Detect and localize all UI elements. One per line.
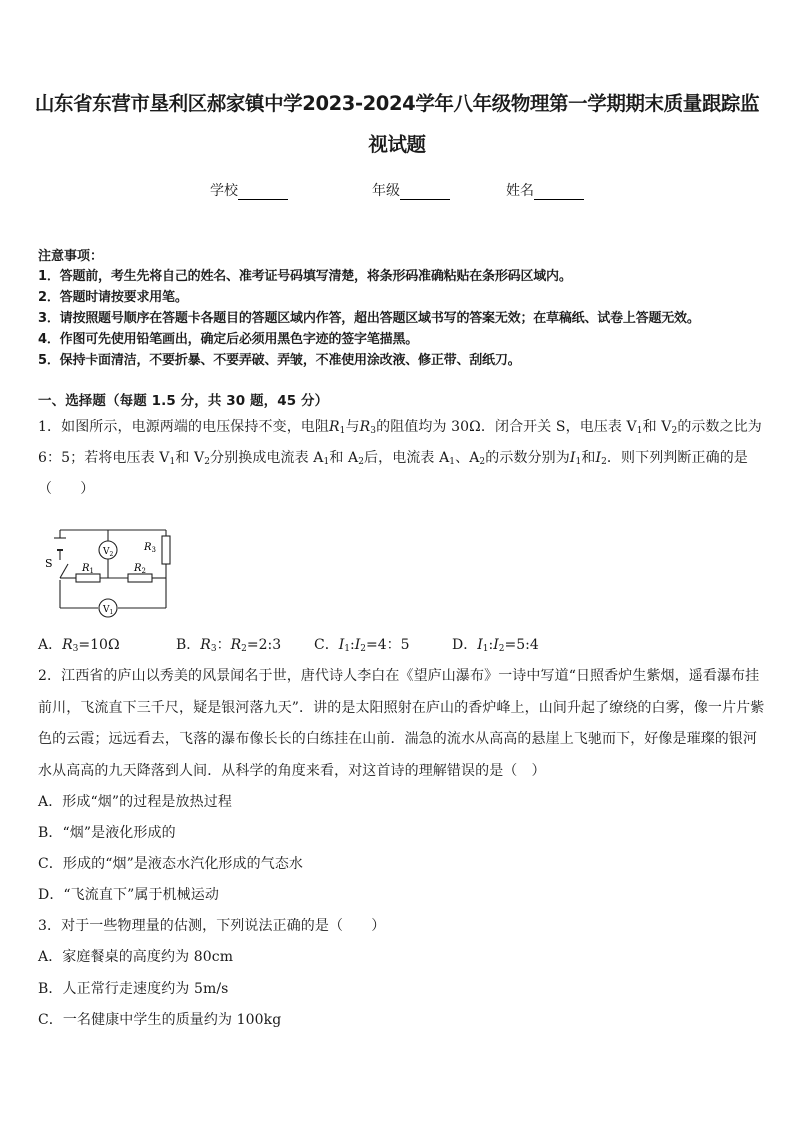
q1-answer-paren: （ ） — [38, 481, 95, 497]
circuit-diagram — [38, 520, 178, 620]
q2-option-b[interactable]: B．“烟”是液化形成的 — [38, 825, 176, 841]
q2-option-c[interactable]: C．形成的“烟”是液态水汽化形成的气态水 — [38, 856, 304, 872]
exam-title-line-1: 山东省东营市垦利区郝家镇中学2023-2024学年八年级物理第一学期期末质量跟踪监 — [34, 92, 760, 115]
v1-label: $V_1$ — [103, 605, 114, 616]
q1-option-d[interactable]: D．$I_1:I_2=5:4$ — [452, 637, 539, 654]
q3-option-a[interactable]: A．家庭餐桌的高度约为 80cm — [38, 949, 234, 965]
q3-option-c[interactable]: C．一名健康中学生的质量约为 100kg — [38, 1012, 282, 1028]
r3-label: $R_3$ — [144, 542, 156, 554]
section-header: 一、选择题（每题 1.5 分，共 30 题，45 分） — [38, 393, 329, 409]
note-item: 4．作图可先使用铅笔画出，确定后必须用黑色字迹的签字笔描黑。 — [38, 332, 419, 347]
q2-option-a[interactable]: A．形成“烟”的过程是放热过程 — [38, 794, 232, 810]
q1-option-c[interactable]: C．$I_1:I_2=4$：5 — [314, 637, 410, 654]
name-field[interactable]: 姓名 — [506, 180, 584, 200]
q2-stem-line: 2．江西省的庐山以秀美的风景闻名于世，唐代诗人李白在《望庐山瀑布》一诗中写道“日照香炉生紫烟，遥看瀑布挂 — [38, 668, 760, 684]
switch-label: S — [45, 557, 53, 570]
resistor-r1 — [76, 574, 100, 582]
r1-label: $R_1$ — [82, 563, 94, 575]
q3-option-b[interactable]: B．人正常行走速度约为 5m/s — [38, 981, 229, 997]
r2-label: $R_2$ — [134, 563, 146, 575]
notes-heading: 注意事项： — [38, 249, 104, 264]
q1-stem-line-1: 1．如图所示，电源两端的电压保持不变，电阻$R_1$与$R_3$的阻值均为 30Ω．闭合开关 S，电压表 $V_1$和 $V_2$的示数之比为 — [38, 419, 762, 436]
switch-blade — [60, 564, 68, 578]
q2-option-d[interactable]: D．“飞流直下”属于机械运动 — [38, 887, 219, 903]
q1-stem-line-2: 6：5；若将电压表 $V_1$和 $V_2$分别换成电流表 $A_1$和 $A_2$后，电流表 $A_1$、$A_2$的示数分别为$I_1$和$I_2$．则下列判断正确的是 — [38, 450, 748, 467]
note-item: 2．答题时请按要求用笔。 — [38, 290, 188, 305]
exam-title-line-2: 视试题 — [368, 133, 426, 156]
q1-option-b[interactable]: B．$R_3$：$R_2=2:3$ — [176, 637, 282, 654]
school-field[interactable]: 学校 — [210, 180, 288, 200]
q2-stem-line: 水从高高的九天降落到人间．从科学的角度来看，对这首诗的理解错误的是（ ） — [38, 763, 546, 779]
grade-field[interactable]: 年级 — [372, 180, 450, 200]
note-item: 1．答题前，考生先将自己的姓名、准考证号码填写清楚，将条形码准确粘贴在条形码区域内。 — [38, 269, 572, 284]
resistor-r2 — [128, 574, 152, 582]
resistor-r3 — [162, 536, 170, 564]
q1-option-a[interactable]: A．$R_3=10\Omega$ — [38, 637, 120, 654]
v2-label: $V_2$ — [103, 547, 114, 558]
q2-stem-line: 色的云霞；远远看去，飞落的瀑布像长长的白练挂在山前．湍急的流水从高高的悬崖上飞驰而下，好像是璀璨的银河 — [38, 731, 758, 747]
q3-stem: 3．对于一些物理量的估测，下列说法正确的是（ ） — [38, 918, 386, 934]
q2-stem-line: 前川，飞流直下三千尺，疑是银河落九天”．讲的是太阳照射在庐山的香炉峰上，山间升起了缭绕的白雾，像一片片紫 — [38, 700, 765, 716]
note-item: 3．请按照题号顺序在答题卡各题目的答题区域内作答，超出答题区域书写的答案无效；在草稿纸、试卷上答题无效。 — [38, 311, 700, 326]
note-item: 5．保持卡面清洁，不要折暴、不要弄破、弄皱，不准使用涂改液、修正带、刮纸刀。 — [38, 353, 521, 368]
